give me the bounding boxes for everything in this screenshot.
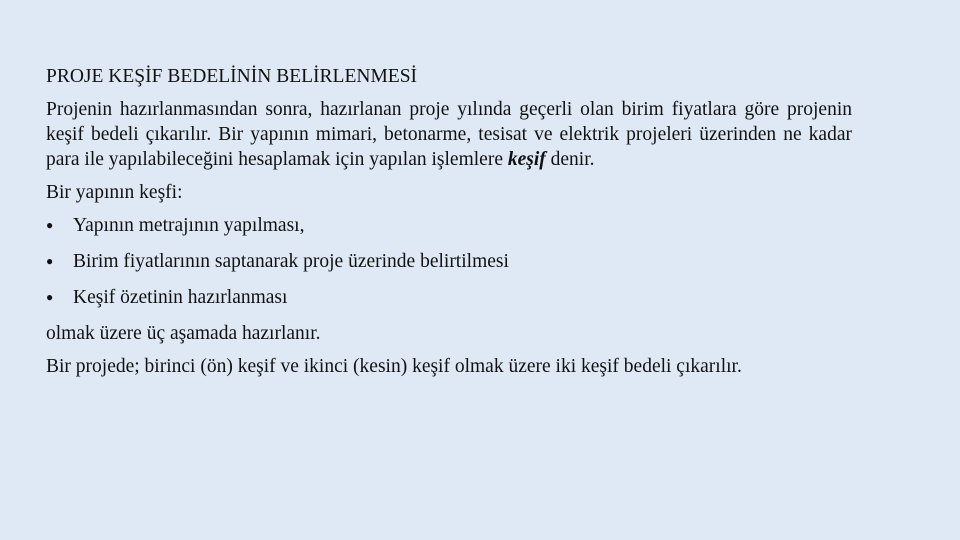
slide-heading: PROJE KEŞİF BEDELİNİN BELİRLENMESİ — [46, 66, 418, 87]
steps-list — [46, 213, 852, 310]
list-item — [46, 285, 852, 310]
bullet-dot-icon: ● — [46, 254, 54, 268]
bullet-dot-icon: ● — [46, 218, 54, 232]
intro-paragraph — [46, 97, 852, 172]
list-item-text: Yapının metrajının yapılması, — [73, 215, 305, 236]
slide-content — [46, 64, 852, 387]
list-item — [46, 249, 852, 274]
list-item-text: Birim fiyatlarının saptanarak proje üzerinde belirtilmesi — [73, 251, 509, 272]
list-item — [46, 213, 852, 238]
intro-text-before: Projenin hazırlanmasından sonra, hazırlanan proje yılında geçerli olan birim fiyatlara göre projenin keşif bedeli çıkarılır. Bir yapının mimari, betonarme, tesisat ve elektrik projeleri üzerinden ne kadar para ile yapılabileceğini hesaplamak için yapılan işlemlere — [46, 99, 852, 170]
intro-keyword: keşif — [507, 149, 546, 170]
closing-paragraph: Bir projede; birinci (ön) keşif ve ikinci (kesin) keşif olmak üzere iki keşif bedeli çıkarılır. — [46, 356, 742, 377]
steps-outro: olmak üzere üç aşamada hazırlanır. — [46, 323, 321, 344]
steps-intro: Bir yapının keşfi: — [46, 182, 183, 203]
list-item-text: Keşif özetinin hazırlanması — [73, 287, 288, 308]
bullet-dot-icon: ● — [46, 290, 54, 304]
intro-text-after: denir. — [545, 149, 595, 170]
